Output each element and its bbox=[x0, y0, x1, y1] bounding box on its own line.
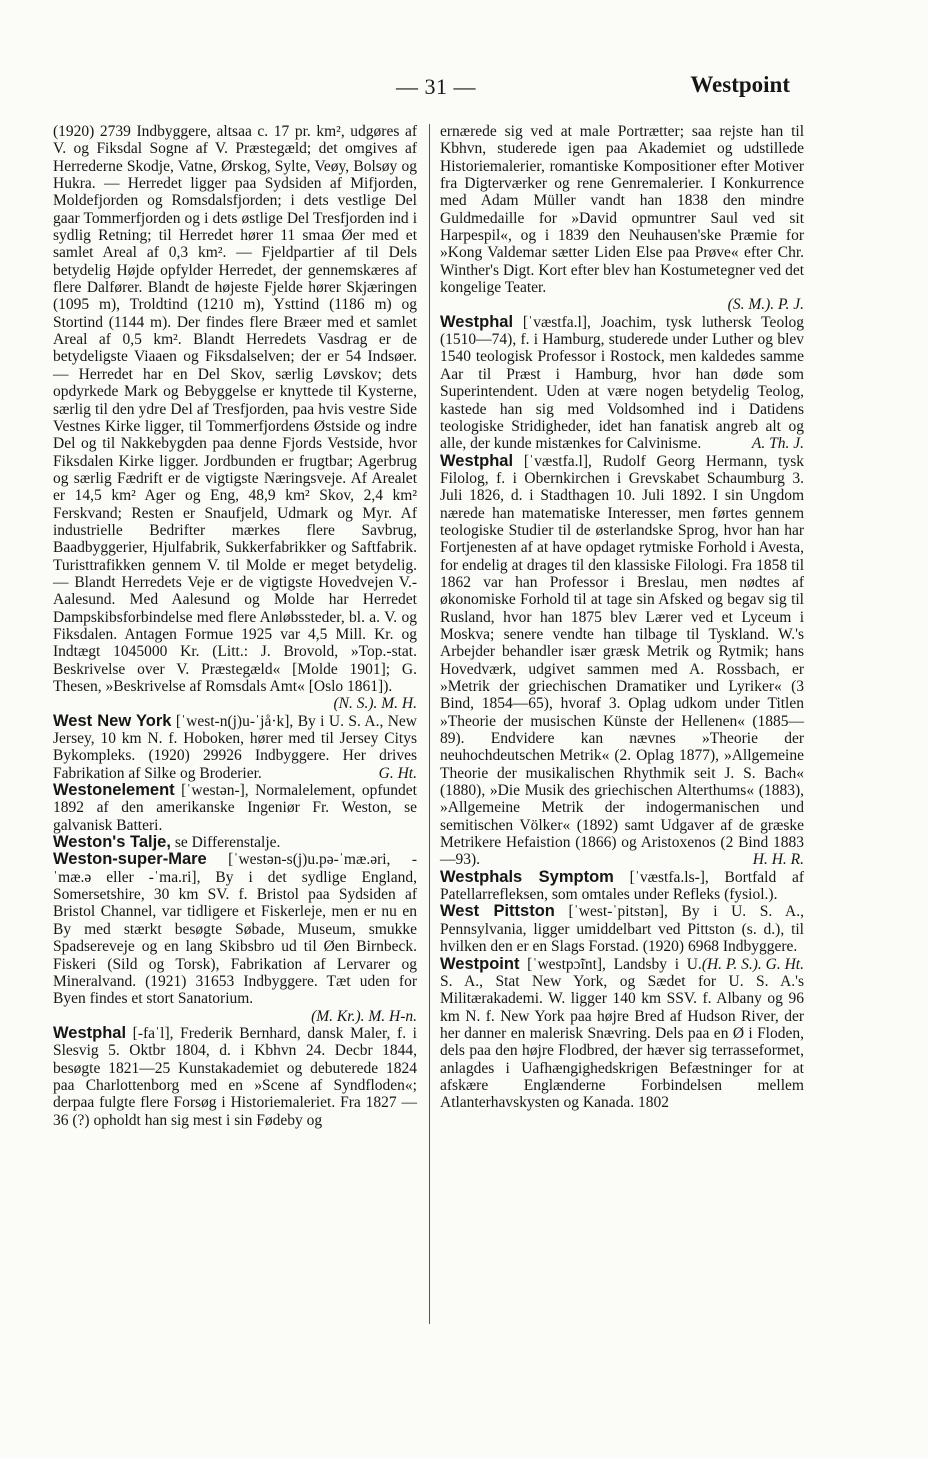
entry-signature: H. H. R. bbox=[752, 851, 804, 869]
entry-text: [ˈwestpɔ̃int], Landsby i U. S. A., Stat New York, og Sædet for U. S. A.'s Militærakademi. W. ligger 140 km SSV. f. Albany og 96 km N. f. New York paa højre Bred af Hudson River, der her danner en malerisk Snævring. Dels paa en Ø i Floden, dels paa den højre Flodbred, der hæver sig terrasseformet, anlagdes i Uafhængighedskrigen Befæstninger for at afskære Englænderne Forbindelsen mellem Atlanterhavskysten og Kanada. 1802 bbox=[440, 955, 804, 1112]
entry-text: [ˈvæstfa.l], Rudolf Georg Hermann, tysk Filolog, f. i Obernkirchen i Grevskabet Schaumburg 3. Juli 1826, d. i Stadthagen 10. Juli 1892. I sin Ungdom nærede han matematiske Interesser, men førtes gennem teologiske Studier til de østerlandske Sprog, hvor han har Fortjenesten af at have opdaget rytmiske Forhold i Avesta, for endelig at drages til den klassiske Filologi. Fra 1858 til 1862 var han Professor i Breslau, men nødtes af økonomiske Forhold til at tage sin Afsked og begav sig til Rusland, hvor han 1875 blev Lærer ved et Lyceum i Moskva; senere vendte han tilbage til Tyskland. W.'s Arbejder behandler især græsk Metrik og Rytmik; hans Hovedværk, udgivet sammen med A. Rossbach, er »Metrik der griechischen Dramatiker und Lyriker« (3 Bind, 1854—65), hvoraf 3. Oplag udkom under Titlen »Theorie der musischen Künste der Hellenen« (1885—89). Endvidere kan nævnes »Theorie der neuhochdeutschen Metrik« (2. Oplag 1877), »Allgemeine Theorie der musikalischen Rhythmik seit J. S. Bach« (1880), »Die Musik des griechischen Alterthums« (1883), »Allgemeine Metrik der indogermanischen und semitischen Völker« (1892) samt Udgaver af de græske Metrikere Hefaistion (1866) og Aristoxenos (2 Bind 1883 —93). bbox=[440, 452, 804, 869]
page-number: — 31 — bbox=[396, 74, 476, 99]
right-column bbox=[440, 123, 804, 1112]
entry-signature: G. Ht. bbox=[378, 764, 417, 782]
entry-signature: (H. P. S.). G. Ht. bbox=[701, 955, 804, 973]
running-head: Westpoint bbox=[690, 72, 790, 97]
entry-headword: Westphal bbox=[53, 1023, 127, 1042]
entry-signature: A. Th. J. bbox=[751, 435, 804, 453]
entry-headword: Weston's Talje, bbox=[53, 833, 171, 852]
dictionary-entry bbox=[440, 956, 804, 1112]
entry-headword: Westonelement bbox=[53, 781, 175, 800]
entry-text: [ˈwestən-s(j)u.pə-ˈmæ.əri, -ˈmæ.ə eller -ˈma.ri], By i det sydlige England, Somersetshire, 30 km SV. f. Bristol paa Sydsiden af Bristol Channel, var tidligere et Fiskerleje, men er nu en By med stærkt besøgte Søbade, Museum, smukke Spadsereveje og en lang Skibsbro ud til Øen Birnbeck. Fiskeri (Sild og Torsk), Fabrikation af Lervarer og Mineralvand. (1921) 31653 Indbyggere. Tæt uden for Byen findes et stort Sanatorium. bbox=[53, 851, 417, 1008]
left-column bbox=[53, 123, 417, 1129]
entry-text: se Differenstalje. bbox=[170, 834, 281, 852]
dictionary-entry bbox=[53, 713, 417, 782]
entry-headword: Westphal bbox=[440, 451, 514, 470]
entry-text: [ˈvæstfa.ls-], Bortfald af Patellarrefleksen, som omtales under Refleks (fysiol.). bbox=[440, 868, 804, 904]
dictionary-entry bbox=[440, 314, 804, 453]
entry-headword: Weston-super-Mare bbox=[53, 850, 207, 869]
entry-signature: (M. Kr.). M. H-n. bbox=[311, 1007, 417, 1025]
entry-text: [ˈwest-n(j)u-ˈjå·k], By i U. S. A., New Jersey, 10 km N. f. Hoboken, hører med til Jersey Citys Bykompleks. (1920) 29926 Indbyggere. Her drives Fabrikation af Silke og Broderier. bbox=[53, 712, 417, 782]
dictionary-entry bbox=[53, 851, 417, 1007]
entry-text: (1920) 2739 Indbyggere, altsaa c. 17 pr. km², udgøres af V. og Fiksdal Sogne af V. Præstegæld; det omgives af Herrederne Skodje, Vatne, Ørskog, Sylte, Veøy, Bolsøy og Hukra. — Herredet ligger paa Sydsiden af Mifjorden, Moldefjorden og Romsdalsfjorden; i dets vestlige Del gaar Tommerfjorden og i dets østlige Del Tresfjorden ind i sydlig Retning; til Herredet hører 11 smaa Øer med et samlet Areal af 0,3 km². — Fjeldpartier af til Dels betydelig Højde opfylder Herredet, der gennemskæres af flere Dalfører. Blandt de højeste Fjelde hører Skjæringen (1095 m), Troldtind (1210 m), Ysttind (1186 m) og Stortind (1144 m). Der findes flere Bræer med et samlet Areal af 0,5 km². Blandt Herredets Vasdrag er de betydeligste Viaaen og Fiksdalselven; der er 54 Indsøer. — Herredet har en Del Skov, særlig Løvskov; dets opdyrkede Mark og Bebyggelse er knyttede til Kysterne, særlig til den ydre Del af Tresfjorden, paa hvis vestre Side Vestnes Kirke ligger, til Tommerfjordens Østside og indre Del og til Nakkebygden paa denne Fjords Vestside, hvor Fiksdalen Kirke ligger. Jordbunden er frugtbar; Agerbrug og særlig Fædrift er de vigtigste Næringsveje. Af Arealet er 14,5 km² Ager og Eng, 48,9 km² Skov, 2,4 km² Ferskvand; Resten er Snaufjeld, Udmark og Myr. Af industrielle Bedrifter mærkes flere Savbrug, Baadbyggerier, Hjulfabrik, Sukkerfabrikker og Saftfabrik. Turisttrafikken gennem V. til Molde er meget betydelig. — Blandt Herredets Veje er de vigtigste Hovedvejen V.-Aalesund. Med Aalesund og Molde har Herredet Dampskibsforbindelse med flere Anløbssteder, bl. a. V. og Fiksdalen. Antagen Formue 1925 var 4,5 Mill. Kr. og Indtægt 1045000 Kr. (Litt.: J. Brovold, »Top.-stat. Beskrivelse over V. Præstegæld« [Molde 1901]; G. Thesen, »Beskrivelse af Romsdals Amt« [Oslo 1861]). bbox=[53, 123, 417, 695]
entry-signature: (N. S.). M. H. bbox=[333, 695, 417, 713]
entry-headword: Westphals Symptom bbox=[440, 867, 614, 886]
entry-headword: Westpoint bbox=[440, 954, 520, 973]
entry-text: [ˈvæstfa.l], Joachim, tysk luthersk Teolog (1510—74), f. i Hamburg, studerede under Luther og blev 1540 teologisk Professor i Rostock, men kaldedes samme Aar til Præst i Hamburg, hvor han døde som Superintendent. Uden at være nogen betydelig Teolog, kastede han sig med Voldsomhed ind i Datidens teologiske Stridigheder, idet han fanatisk angreb alt og alle, der kunde mistænkes for Calvinisme. bbox=[440, 313, 804, 453]
entry-text: [ˈwest-ˈpitstən], By i U. S. A., Pennsylvania, ligger umiddelbart ved Pittston (s. d.), til hvilken den er en Slags Forstad. (1920) 6968 Indbyggere. bbox=[440, 903, 804, 956]
entry-headword: Westphal bbox=[440, 312, 514, 331]
page-header bbox=[0, 0, 928, 110]
dictionary-entry bbox=[440, 869, 804, 904]
entry-text: [ˈwestən-], Normalelement, opfundet 1892 af den amerikanske Ingeniør Fr. Weston, se galvanisk Batteri. bbox=[53, 782, 417, 834]
dictionary-entry bbox=[440, 453, 804, 869]
dictionary-entry bbox=[53, 782, 417, 834]
entry-headword: West New York bbox=[53, 711, 172, 730]
entry-headword: West Pittston bbox=[440, 902, 555, 921]
entry-signature: (S. M.). P. J. bbox=[727, 296, 804, 314]
column-divider bbox=[429, 124, 430, 1324]
dictionary-entry bbox=[53, 834, 417, 851]
entry-text: [-faˈl], Frederik Bernhard, dansk Maler, f. i Slesvig 5. Oktbr 1804, d. i Kbhvn 24. Decbr 1844, besøgte 1821—25 Kunstakademiet og debuterede 1824 paa Charlottenborg med en »Scene af Syndfloden«; derpaa fulgte flere Forsøg i Historiemaleriet. Fra 1827 —36 (?) opholdt han sig mest i sin Fødeby og bbox=[53, 1024, 417, 1129]
entry-text: ernærede sig ved at male Portrætter; saa rejste han til Kbhvn, studerede igen paa Akademiet og udstillede Historiemalerier, romantiske Kompositioner efter Motiver fra Digterværker og rene Genremalerier. I Konkurrence med Adam Müller vandt han 1838 den mindre Guldmedaille for »David opmuntrer Saul ved sit Harpespil«, og i 1839 den Neuhausen'ske Præmie for »Kong Valdemar sætter Liden Else paa Prøve« efter Chr. Winther's Digt. Kort efter blev han Kostumetegner ved det kongelige Teater. bbox=[440, 123, 804, 297]
dictionary-entry bbox=[53, 1025, 417, 1129]
